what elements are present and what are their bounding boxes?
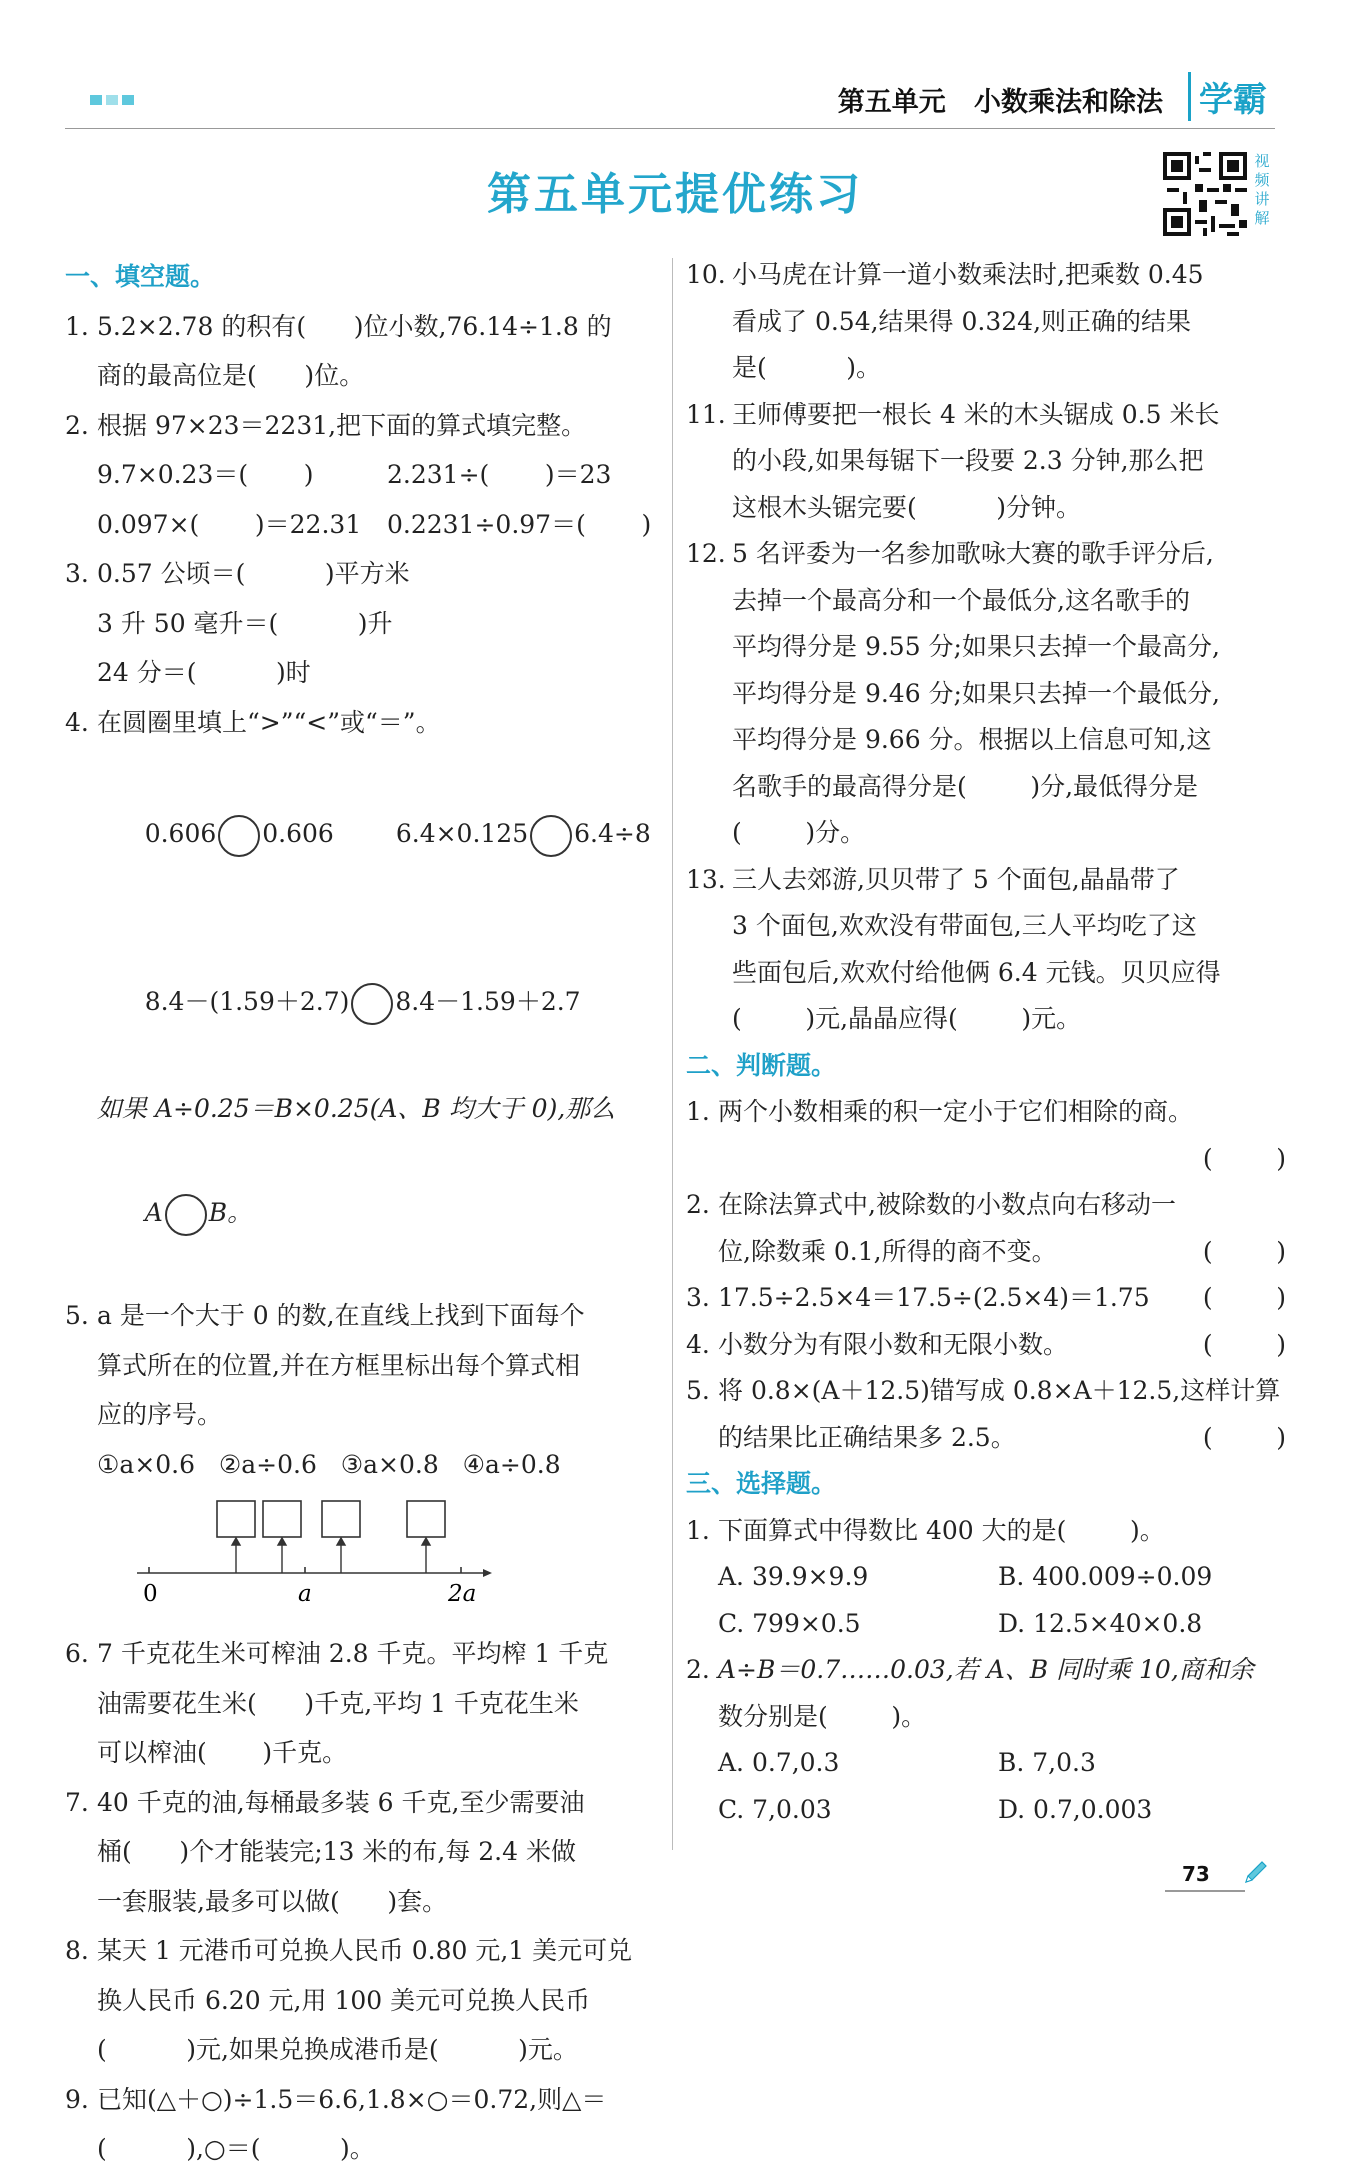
blank-expression: 9.7×0.23＝( ) [97, 460, 314, 489]
question-6 [65, 1629, 655, 1778]
axis-label-2a: 2a [448, 1581, 477, 1607]
question-number: 1. [65, 311, 89, 341]
judge-2 [686, 1182, 1286, 1275]
choice-1 [686, 1508, 1286, 1555]
section-heading-judge: 二、判断题。 [686, 1050, 837, 1080]
question-1 [65, 302, 655, 401]
question-number: 7. [65, 1787, 89, 1817]
question-text: a 是一个大于 0 的数,在直线上找到下面每个 [97, 1301, 585, 1330]
number-line-svg [117, 1489, 537, 1619]
question-text: A÷B＝0.7……0.03,若 A、B 同时乘 10,商和余 [718, 1655, 1254, 1684]
question-text: 些面包后,欢欢付给他俩 6.4 元钱。贝贝应得 [732, 957, 1221, 987]
question-number: 5. [65, 1301, 89, 1330]
answer-box[interactable] [407, 1501, 445, 1537]
question-text: 一套服装,最多可以做( )套。 [97, 1886, 448, 1916]
question-text: 的小段,如果每锯下一段要 2.3 分钟,那么把 [732, 446, 1204, 475]
option-d[interactable]: D. 0.7,0.003 [998, 1794, 1153, 1824]
axis-label-a: a [298, 1581, 312, 1607]
question-11 [686, 392, 1286, 532]
question-3 [65, 549, 655, 698]
pencil-icon [1240, 1858, 1270, 1888]
question-10 [686, 252, 1286, 392]
question-number: 4. [686, 1329, 710, 1359]
column-divider [672, 258, 673, 1850]
answer-paren[interactable]: ( ) [1202, 1236, 1286, 1266]
answer-paren[interactable]: ( ) [1202, 1329, 1286, 1359]
question-text: 已知(△＋○)÷1.5＝6.6,1.8×○＝0.72,则△＝ [97, 2084, 607, 2114]
question-text: 下面算式中得数比 400 大的是( )。 [718, 1515, 1165, 1545]
option-b[interactable]: B. 7,0.3 [998, 1748, 1096, 1777]
right-column [686, 252, 1286, 1833]
page-number: 73 [1182, 1862, 1210, 1886]
question-number: 6. [65, 1639, 89, 1668]
answer-box[interactable] [263, 1501, 301, 1537]
judge-5 [686, 1368, 1286, 1461]
question-text: 3 个面包,欢欢没有带面包,三人平均吃了这 [732, 911, 1197, 940]
question-text: 平均得分是 9.66 分。根据以上信息可知,这 [732, 725, 1212, 754]
compare-left: 0.606 [144, 819, 217, 848]
judge-1 [686, 1089, 1286, 1182]
question-13 [686, 857, 1286, 1043]
question-number: 2. [686, 1190, 710, 1219]
blank-expression: 2.231÷( )＝23 [387, 460, 612, 489]
question-text: 小马虎在计算一道小数乘法时,把乘数 0.45 [732, 260, 1204, 289]
question-text: ( )分。 [732, 818, 866, 847]
question-number: 5. [686, 1376, 710, 1405]
brand-logo: 学霸 [1188, 72, 1267, 121]
compare-circle[interactable] [530, 815, 572, 857]
question-text: 小数分为有限小数和无限小数。 [718, 1329, 1069, 1359]
answer-box[interactable] [217, 1501, 255, 1537]
blank-expression: 0.2231÷0.97＝( ) [387, 509, 652, 539]
question-5 [65, 1291, 655, 1629]
compare-right: 6.4÷8 [574, 819, 651, 848]
section-heading-choice: 三、选择题。 [686, 1469, 837, 1498]
unit-title: 第五单元 小数乘法和除法 [837, 87, 1163, 118]
answer-paren[interactable]: ( ) [1202, 1143, 1286, 1173]
option-a[interactable]: A. 0.7,0.3 [718, 1748, 840, 1777]
question-number: 4. [65, 707, 89, 737]
question-text: 去掉一个最高分和一个最低分,这名歌手的 [732, 585, 1190, 615]
question-text: 数分别是( )。 [718, 1701, 927, 1731]
question-7 [65, 1778, 655, 1927]
answer-box[interactable] [322, 1501, 360, 1537]
question-text: 可以榨油( )千克。 [97, 1738, 348, 1767]
question-text: 5 名评委为一名参加歌咏大赛的歌手评分后, [732, 539, 1214, 568]
question-text: 在圆圈里填上“>”“<”或“＝”。 [97, 707, 441, 737]
question-number: 13. [686, 864, 726, 894]
question-text: 桶( )个才能装完;13 米的布,每 2.4 米做 [97, 1837, 576, 1866]
question-text: 三人去郊游,贝贝带了 5 个面包,晶晶带了 [732, 864, 1180, 894]
question-number: 1. [686, 1515, 710, 1545]
question-text: 平均得分是 9.46 分;如果只去掉一个最低分, [732, 678, 1220, 708]
page-header [65, 70, 1275, 129]
section-heading-fill: 一、填空题。 [65, 262, 216, 291]
question-number: 10. [686, 260, 726, 289]
header-decoration [90, 95, 134, 105]
option-c[interactable]: C. 7,0.03 [718, 1794, 832, 1824]
question-text: ( ),○＝( )。 [97, 2134, 375, 2163]
question-number: 12. [686, 539, 726, 568]
question-number: 3. [65, 559, 89, 588]
number-line-diagram [127, 1489, 655, 1629]
compare-left: 6.4×0.125 [395, 819, 529, 848]
question-text: 看成了 0.54,结果得 0.324,则正确的结果 [732, 306, 1192, 336]
question-text: 这根木头锯完要( )分钟。 [732, 492, 1081, 522]
question-2 [65, 401, 655, 550]
question-number: 11. [686, 399, 726, 429]
question-text: 位,除数乘 0.1,所得的商不变。 [718, 1236, 1057, 1266]
question-number: 3. [686, 1283, 710, 1312]
option-a[interactable]: A. 39.9×9.9 [718, 1562, 869, 1591]
question-text: 5.2×2.78 的积有( )位小数,76.14÷1.8 的 [97, 311, 612, 341]
qr-code-icon[interactable] [1163, 152, 1247, 236]
option-c[interactable]: C. 799×0.5 [718, 1608, 861, 1638]
question-text: 将 0.8×(A＋12.5)错写成 0.8×A＋12.5,这样计算 [718, 1376, 1281, 1405]
question-text: 17.5÷2.5×4＝17.5÷(2.5×4)＝1.75 [718, 1283, 1150, 1312]
question-text: 应的序号。 [97, 1400, 223, 1429]
question-text: ( )元,如果兑换成港币是( )元。 [97, 2035, 578, 2064]
question-text: 商的最高位是( )位。 [97, 361, 365, 390]
question-number: 1. [686, 1097, 710, 1126]
question-number: 8. [65, 1936, 89, 1965]
question-number: 2. [65, 410, 89, 440]
question-text: 是( )。 [732, 353, 881, 382]
footer-rule [1165, 1890, 1245, 1892]
compare-right: 0.606 [262, 819, 334, 848]
compare-left: A [144, 1198, 163, 1227]
blank-expression: 0.097×( )＝22.31 [97, 509, 362, 539]
choice-2 [686, 1647, 1286, 1740]
question-text: 油需要花生米( )千克,平均 1 千克花生米 [97, 1688, 579, 1718]
question-text: 名歌手的最高得分是( )分,最低得分是 [732, 771, 1199, 801]
question-text: 平均得分是 9.55 分;如果只去掉一个最高分, [732, 632, 1220, 661]
question-text: 某天 1 元港币可兑换人民币 0.80 元,1 美元可兑 [97, 1936, 633, 1965]
compare-circle[interactable] [351, 983, 393, 1025]
question-text: 根据 97×23＝2231,把下面的算式填完整。 [97, 410, 587, 440]
left-column [65, 252, 655, 2174]
question-8 [65, 1926, 655, 2075]
question-text: 40 千克的油,每桶最多装 6 千克,至少需要油 [97, 1787, 585, 1817]
question-text: 算式所在的位置,并在方框里标出每个算式相 [97, 1350, 580, 1380]
question-text: 如果 A÷0.25＝B×0.25(A、B 均大于 0),那么 [97, 1094, 616, 1123]
judge-3 [686, 1275, 1286, 1322]
compare-left: 8.4－(1.59＋2.7) [144, 987, 350, 1016]
question-text: 在除法算式中,被除数的小数点向右移动一 [718, 1190, 1176, 1219]
judge-4 [686, 1322, 1286, 1369]
compare-right: 8.4－1.59＋2.7 [395, 987, 581, 1016]
question-text: 0.57 公顷＝( )平方米 [97, 559, 410, 588]
compare-circle[interactable] [165, 1194, 207, 1236]
option-d[interactable]: D. 12.5×40×0.8 [998, 1608, 1203, 1638]
question-4 [65, 698, 655, 1292]
question-text: 7 千克花生米可榨油 2.8 千克。平均榨 1 千克 [97, 1639, 609, 1668]
question-9 [65, 2075, 655, 2174]
qr-label: 视频讲解 [1254, 152, 1270, 227]
question-text: 的结果比正确结果多 2.5。 [718, 1422, 1016, 1452]
question-text: 3 升 50 毫升＝( )升 [97, 608, 393, 638]
question-text: ( )元,晶晶应得( )元。 [732, 1004, 1082, 1033]
compare-circle[interactable] [218, 815, 260, 857]
question-number: 9. [65, 2084, 89, 2114]
answer-paren[interactable]: ( ) [1202, 1422, 1286, 1452]
compare-right: B。 [208, 1198, 253, 1227]
expression-options: ①a×0.6 ②a÷0.6 ③a×0.8 ④a÷0.8 [97, 1449, 561, 1479]
question-text: 两个小数相乘的积一定小于它们相除的商。 [718, 1097, 1194, 1126]
axis-label-zero: 0 [143, 1581, 158, 1607]
page-title: 第五单元提优练习 [487, 169, 863, 220]
answer-paren[interactable]: ( ) [1202, 1283, 1286, 1312]
question-12 [686, 531, 1286, 857]
question-text: 换人民币 6.20 元,用 100 美元可兑换人民币 [97, 1985, 591, 2015]
option-b[interactable]: B. 400.009÷0.09 [998, 1562, 1213, 1591]
question-text: 王师傅要把一根长 4 米的木头锯成 0.5 米长 [732, 399, 1220, 429]
question-number: 2. [686, 1655, 710, 1684]
question-text: 24 分＝( )时 [97, 658, 311, 687]
